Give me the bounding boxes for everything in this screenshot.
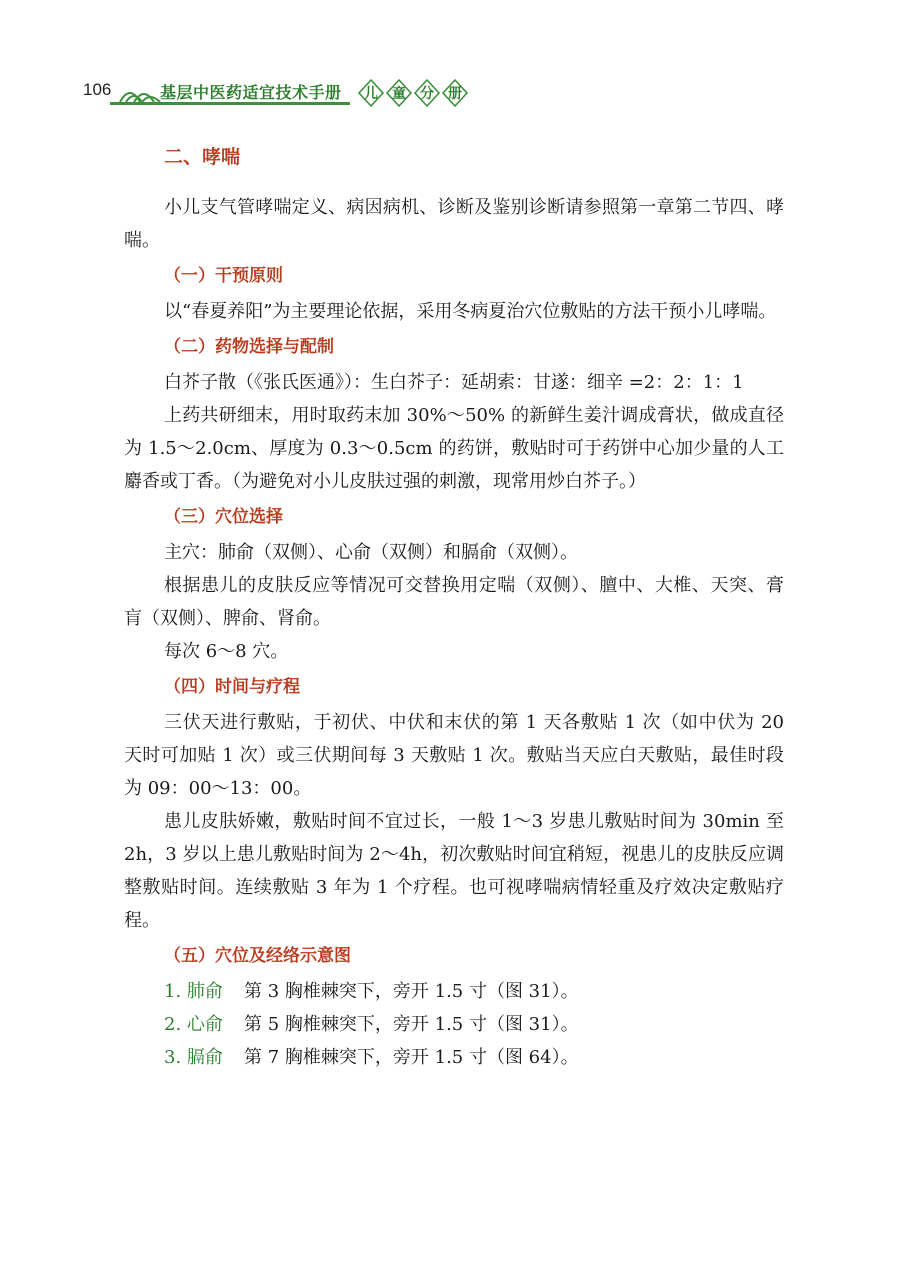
acupoint-label: 3. 膈俞 — [164, 1047, 223, 1068]
paragraph: 每次 6～8 穴。 — [164, 641, 289, 662]
paragraph: 上药共研细末，用时取药末加 30%～50% 的新鲜生姜汁调成膏状，做成直径为 1.5～2.0cm、厚度为 0.3～0.5cm 的药饼，敷贴时可于药饼中心加少量的人工麝香或丁香。（为避免对小儿皮肤过强的刺激，现常用炒白芥子。） — [124, 405, 784, 492]
page-body — [124, 142, 784, 1074]
acupoint-location: 第 7 胸椎棘突下，旁开 1.5 寸（图 64）。 — [244, 1047, 579, 1068]
paragraph: 主穴：肺俞（双侧）、心俞（双侧）和膈俞（双侧）。 — [164, 542, 578, 563]
page-number: 106 — [83, 80, 112, 99]
subhead-acupoint-diagram: （五）穴位及经络示意图 — [164, 946, 351, 966]
list-item — [124, 1008, 784, 1041]
volume-badge — [355, 76, 471, 110]
book-title: 基层中医药适宜技术手册 — [160, 83, 342, 102]
acupoint-location: 第 3 胸椎棘突下，旁开 1.5 寸（图 31）。 — [244, 981, 579, 1002]
subhead-drug-preparation: （二）药物选择与配制 — [164, 337, 334, 357]
paragraph: 三伏天进行敷贴，于初伏、中伏和末伏的第 1 天各敷贴 1 次（如中伏为 20 天时可加贴 1 次）或三伏期间每 3 天敷贴 1 次。敷贴当天应白天敷贴，最佳时段为 09：00～13：00。 — [124, 712, 784, 799]
badge-char-4: 册 — [448, 86, 462, 102]
acupoint-label: 1. 肺俞 — [164, 981, 223, 1002]
subhead-intervention-principle: （一）干预原则 — [164, 266, 283, 286]
badge-char-1: 儿 — [364, 86, 378, 102]
list-item — [124, 1041, 784, 1074]
subhead-timing-course: （四）时间与疗程 — [164, 677, 300, 697]
paragraph: 白芥子散（《张氏医通》）：生白芥子：延胡索：甘遂：细辛 =2：2：1：1 — [164, 372, 744, 393]
list-item — [124, 975, 784, 1008]
badge-char-3: 分 — [420, 86, 434, 102]
mountain-emblem-icon — [118, 82, 162, 104]
paragraph: 以“春夏养阳”为主要理论依据，采用冬病夏治穴位敷贴的方法干预小儿哮喘。 — [164, 301, 777, 322]
header-rule — [110, 102, 350, 105]
acupoint-label: 2. 心俞 — [164, 1014, 223, 1035]
paragraph: 根据患儿的皮肤反应等情况可交替换用定喘（双侧）、膻中、大椎、天突、膏肓（双侧）、脾俞、肾俞。 — [124, 575, 784, 629]
acupoint-location: 第 5 胸椎棘突下，旁开 1.5 寸（图 31）。 — [244, 1014, 579, 1035]
subhead-acupoint-selection: （三）穴位选择 — [164, 507, 283, 527]
intro-paragraph: 小儿支气管哮喘定义、病因病机、诊断及鉴别诊断请参照第一章第二节四、哮喘。 — [124, 197, 784, 251]
badge-char-2: 童 — [392, 86, 406, 102]
section-title: 二、哮喘 — [164, 146, 241, 168]
paragraph: 患儿皮肤娇嫩，敷贴时间不宜过长，一般 1～3 岁患儿敷贴时间为 30min 至 2h，3 岁以上患儿敷贴时间为 2～4h，初次敷贴时间宜稍短，视患儿的皮肤反应调整敷贴时间。连续敷贴 3 年为 1 个疗程。也可视哮喘病情轻重及疗效决定敷贴疗程。 — [124, 811, 784, 931]
